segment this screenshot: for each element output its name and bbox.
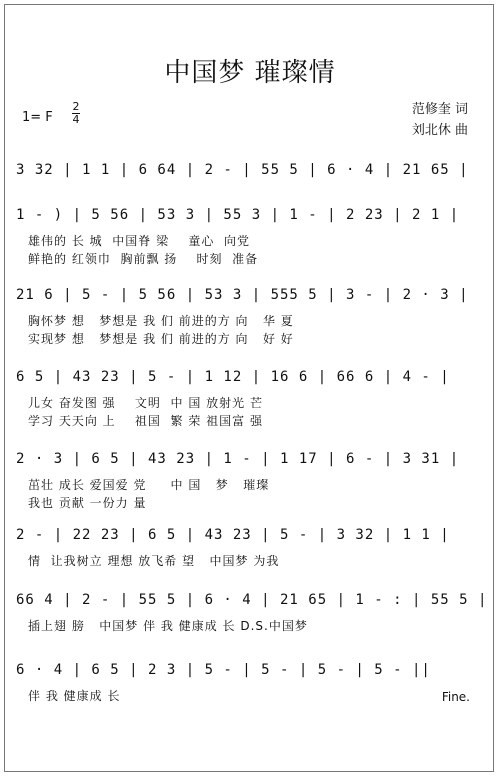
lyric-verse-2: 我也 贡献 一份力 量: [28, 496, 147, 510]
notation-line: 2 - | 22 23 | 6 5 | 43 23 | 5 - | 3 32 | 1 1 |: [16, 527, 450, 543]
key-signature: 1= F: [22, 110, 53, 125]
notation-line: 6 · 4 | 6 5 | 2 3 | 5 - | 5 - | 5 - | 5 - ||: [16, 662, 431, 678]
lyric-verse-1: 茁壮 成长 爱国爱 党 中 国 梦 璀璨: [28, 478, 270, 492]
notation-line: 2 · 3 | 6 5 | 43 23 | 1 - | 1 17 | 6 - | 3 31 |: [16, 451, 460, 467]
time-signature: [72, 101, 80, 126]
score-row-7: [16, 592, 488, 672]
lyric-verse-2: 鲜艳的 红领巾 胸前飘 扬 时刻 准备: [28, 252, 259, 266]
notation-line: 66 4 | 2 - | 55 5 | 6 · 4 | 21 65 | 1 - : | 55 5 |: [16, 592, 488, 608]
score-row-5: [16, 451, 476, 531]
lyric-verse-1: 胸怀梦 想 梦想是 我 们 前进的方 向 华 夏: [28, 314, 294, 328]
lyric-verse-1: 雄伟的 长 城 中国脊 梁 童心 向党: [28, 234, 250, 248]
lyric-verse-1: 伴 我 健康成 长: [28, 689, 121, 703]
notation-line: 21 6 | 5 - | 5 56 | 53 3 | 555 5 | 3 - | 2 · 3 |: [16, 287, 469, 303]
score-row-2: [16, 207, 476, 287]
lyric-verse-1: 情 让我树立 理想 放飞希 望 中国梦 为我: [28, 554, 280, 568]
time-signature-top: 2: [72, 100, 80, 113]
fine-marker: Fine.: [441, 690, 470, 704]
lyric-verse-1: 插上翅 膀 中国梦 伴 我 健康成 长 D.S.中国梦: [28, 619, 308, 633]
notation-line: 3 32 | 1 1 | 6 64 | 2 - | 55 5 | 6 · 4 | 21 65 |: [16, 162, 469, 178]
score-row-8: [16, 662, 476, 742]
lyric-verse-2: 学习 天天向 上 祖国 繁 荣 祖国富 强: [28, 414, 263, 428]
lyricist-credit: 范修奎 词: [411, 102, 468, 117]
lyric-verse-1: 儿女 奋发图 强 文明 中 国 放射光 芒: [28, 396, 263, 410]
notation-line: 1 - ) | 5 56 | 53 3 | 55 3 | 1 - | 2 23 | 2 1 |: [16, 207, 460, 223]
notation-line: 6 5 | 43 23 | 5 - | 1 12 | 16 6 | 66 6 | 4 - |: [16, 369, 450, 385]
song-title: 中国梦 璀璨情: [164, 58, 336, 88]
lyric-verse-2: 实现梦 想 梦想是 我 们 前进的方 向 好 好: [28, 332, 294, 346]
score-row-4: [16, 369, 476, 449]
time-signature-bottom: 4: [72, 113, 80, 126]
composer-credit: 刘北休 曲: [411, 123, 468, 138]
score-row-3: [16, 287, 476, 367]
